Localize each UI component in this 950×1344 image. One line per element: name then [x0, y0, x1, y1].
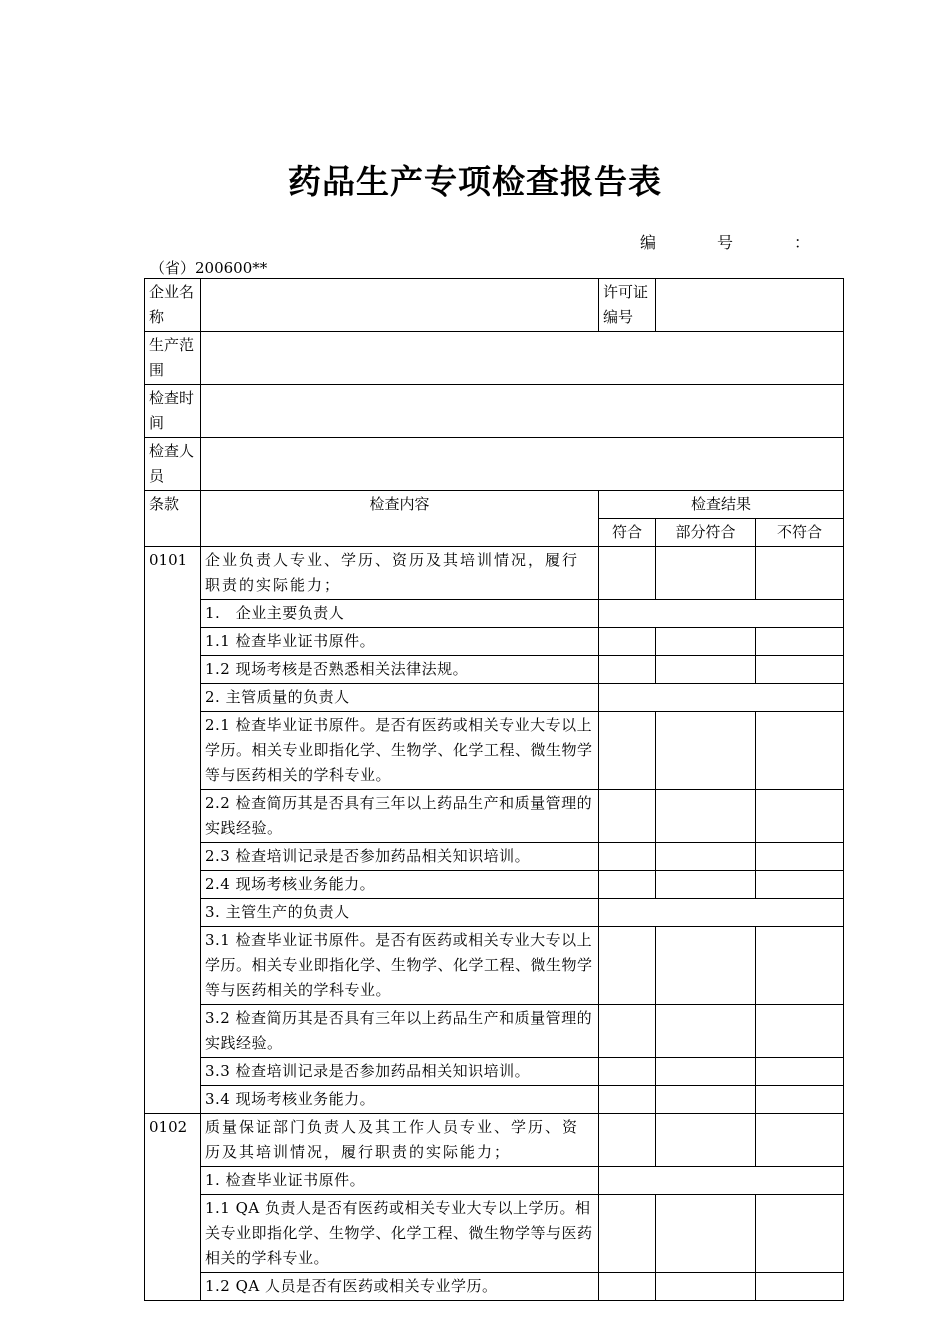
partial-cell[interactable]: [656, 790, 756, 843]
check-item-row: [145, 1005, 844, 1058]
check-item-row: [145, 871, 844, 899]
group-heading: 3. 主管生产的负责人: [201, 899, 599, 927]
group-heading: 1. 企业主要负责人: [201, 600, 599, 628]
partial-cell[interactable]: [656, 628, 756, 656]
partial-cell[interactable]: [656, 1058, 756, 1086]
check-item-row: [145, 1058, 844, 1086]
group-heading: 2. 主管质量的负责人: [201, 684, 599, 712]
group-row: [145, 684, 844, 712]
check-item-row: [145, 1273, 844, 1301]
nonconform-cell[interactable]: [756, 1086, 844, 1114]
conform-cell[interactable]: [599, 790, 656, 843]
partial-cell[interactable]: [656, 1273, 756, 1301]
conform-cell[interactable]: [599, 1195, 656, 1273]
enterprise-row: [145, 279, 844, 332]
check-item-text: 3.3 检查培训记录是否参加药品相关知识培训。: [201, 1058, 599, 1086]
nonconform-cell[interactable]: [756, 1058, 844, 1086]
page-title: 药品生产专项检查报告表: [288, 162, 662, 201]
license-label-line1: 许可证: [603, 283, 649, 301]
clause-column-header: 条款: [145, 491, 201, 547]
clause-code: 0102: [145, 1114, 201, 1301]
section-heading-row: [145, 1114, 844, 1167]
partial-cell[interactable]: [656, 843, 756, 871]
group-heading: 1. 检查毕业证书原件。: [201, 1167, 599, 1195]
merged-result-cell: [599, 899, 844, 927]
section-heading: 质量保证部门负责人及其工作人员专业、学历、资历及其培训情况，履行职责的实际能力；: [201, 1114, 599, 1167]
merged-result-cell: [599, 600, 844, 628]
check-item-text: 2.1 检查毕业证书原件。是否有医药或相关专业大专以上学历。相关专业即指化学、生物学、化学工程、微生物学等与医药相关的学科专业。: [201, 712, 599, 790]
nonconform-cell[interactable]: [756, 927, 844, 1005]
group-row: [145, 600, 844, 628]
serial-number-value: （省）200600**: [150, 259, 268, 277]
production-scope-row: [145, 332, 844, 385]
check-item-text: 3.2 检查简历其是否具有三年以上药品生产和质量管理的实践经验。: [201, 1005, 599, 1058]
check-item-row: [145, 790, 844, 843]
partial-cell[interactable]: [656, 1086, 756, 1114]
serial-label-char: 编: [640, 233, 657, 252]
partial-column-header: 部分符合: [656, 519, 756, 547]
check-item-row: [145, 1086, 844, 1114]
inspectors-field[interactable]: [201, 438, 844, 491]
partial-cell[interactable]: [656, 1195, 756, 1273]
check-item-text: 1.1 QA 负责人是否有医药或相关专业大专以上学历。相关专业即指化学、生物学、化学工程、微生物学等与医药相关的学科专业。: [201, 1195, 599, 1273]
partial-cell[interactable]: [656, 1114, 756, 1167]
conform-cell[interactable]: [599, 927, 656, 1005]
nonconform-cell[interactable]: [756, 656, 844, 684]
result-column-header: 检查结果: [599, 491, 844, 519]
section-heading: 企业负责人专业、学历、资历及其培训情况，履行职责的实际能力；: [201, 547, 599, 600]
clause-code: 0101: [145, 547, 201, 1114]
content-column-header: 检查内容: [201, 491, 599, 547]
inspection-time-row: [145, 385, 844, 438]
check-item-row: [145, 628, 844, 656]
merged-result-cell: [599, 1167, 844, 1195]
conform-cell[interactable]: [599, 843, 656, 871]
nonconform-cell[interactable]: [756, 1114, 844, 1167]
production-scope-label: 生产范围: [145, 332, 201, 385]
check-item-text: 2.2 检查简历其是否具有三年以上药品生产和质量管理的实践经验。: [201, 790, 599, 843]
nonconform-column-header: 不符合: [756, 519, 844, 547]
check-item-row: [145, 712, 844, 790]
partial-cell[interactable]: [656, 712, 756, 790]
nonconform-cell[interactable]: [756, 1273, 844, 1301]
column-header-row: [145, 491, 844, 519]
check-item-text: 1.1 检查毕业证书原件。: [201, 628, 599, 656]
conform-cell[interactable]: [599, 871, 656, 899]
conform-cell[interactable]: [599, 1114, 656, 1167]
section-heading-row: [145, 547, 844, 600]
group-row: [145, 1167, 844, 1195]
check-item-text: 3.1 检查毕业证书原件。是否有医药或相关专业大专以上学历。相关专业即指化学、生物学、化学工程、微生物学等与医药相关的学科专业。: [201, 927, 599, 1005]
enterprise-name-label: 企业名称: [145, 279, 201, 332]
partial-cell[interactable]: [656, 871, 756, 899]
serial-number-label: [640, 230, 810, 253]
enterprise-name-field[interactable]: [201, 279, 599, 332]
conform-cell[interactable]: [599, 628, 656, 656]
conform-column-header: 符合: [599, 519, 656, 547]
conform-cell[interactable]: [599, 1273, 656, 1301]
inspection-time-field[interactable]: [201, 385, 844, 438]
check-item-row: [145, 927, 844, 1005]
check-item-row: [145, 843, 844, 871]
conform-cell[interactable]: [599, 1005, 656, 1058]
partial-cell[interactable]: [656, 547, 756, 600]
check-item-text: 3.4 现场考核业务能力。: [201, 1086, 599, 1114]
check-item-text: 1.2 现场考核是否熟悉相关法律法规。: [201, 656, 599, 684]
conform-cell[interactable]: [599, 547, 656, 600]
check-item-text: 2.3 检查培训记录是否参加药品相关知识培训。: [201, 843, 599, 871]
nonconform-cell[interactable]: [756, 871, 844, 899]
conform-cell[interactable]: [599, 1086, 656, 1114]
conform-cell[interactable]: [599, 712, 656, 790]
partial-cell[interactable]: [656, 927, 756, 1005]
license-label-line2: 编号: [603, 308, 634, 326]
check-item-text: 2.4 现场考核业务能力。: [201, 871, 599, 899]
conform-cell[interactable]: [599, 656, 656, 684]
partial-cell[interactable]: [656, 656, 756, 684]
check-item-row: [145, 1195, 844, 1273]
partial-cell[interactable]: [656, 1005, 756, 1058]
nonconform-cell[interactable]: [756, 628, 844, 656]
inspectors-row: [145, 438, 844, 491]
inspection-time-label: 检查时间: [145, 385, 201, 438]
license-number-field[interactable]: [656, 279, 844, 332]
nonconform-cell[interactable]: [756, 843, 844, 871]
inspection-report-table: [144, 278, 844, 1301]
nonconform-cell[interactable]: [756, 712, 844, 790]
nonconform-cell[interactable]: [756, 547, 844, 600]
license-number-label: [599, 279, 656, 332]
check-item-row: [145, 656, 844, 684]
conform-cell[interactable]: [599, 1058, 656, 1086]
group-row: [145, 899, 844, 927]
merged-result-cell: [599, 684, 844, 712]
serial-label-char: ：: [793, 233, 810, 252]
production-scope-field[interactable]: [201, 332, 844, 385]
nonconform-cell[interactable]: [756, 790, 844, 843]
nonconform-cell[interactable]: [756, 1005, 844, 1058]
inspectors-label: 检查人员: [145, 438, 201, 491]
serial-label-char: 号: [716, 233, 733, 252]
nonconform-cell[interactable]: [756, 1195, 844, 1273]
check-item-text: 1.2 QA 人员是否有医药或相关专业学历。: [201, 1273, 599, 1301]
